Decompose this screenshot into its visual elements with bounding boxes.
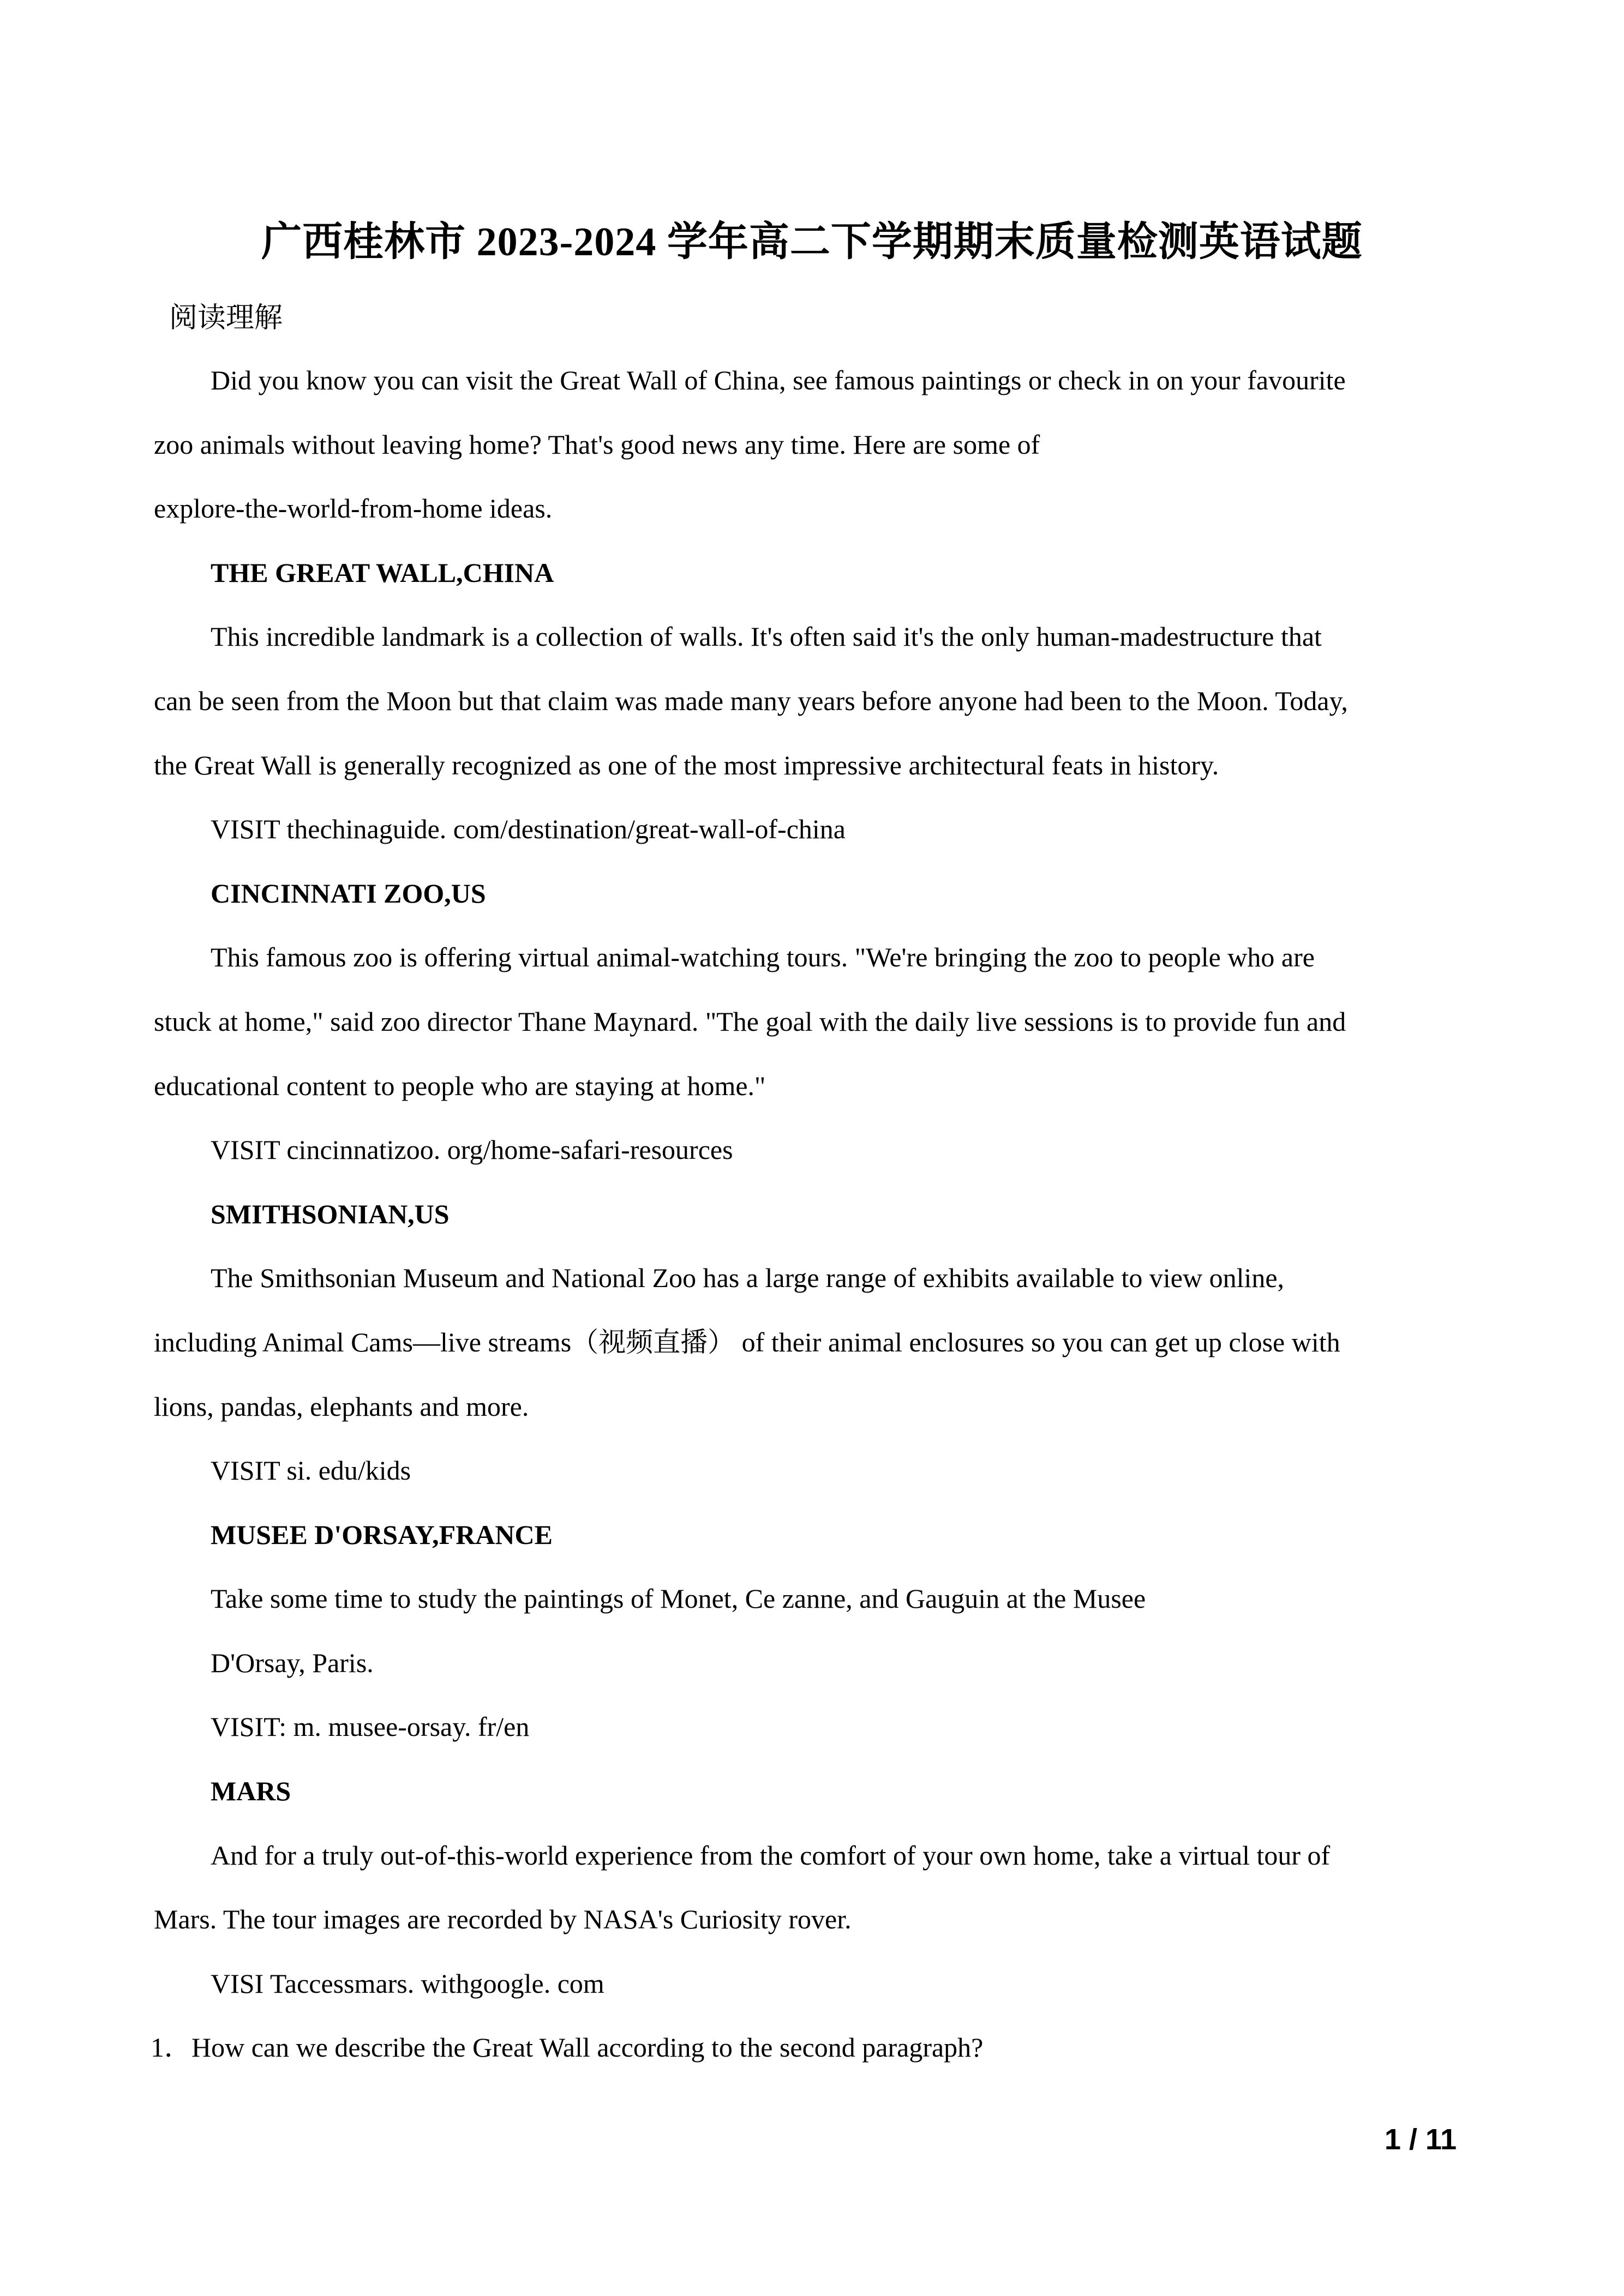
section-heading: MUSEE D'ORSAY,FRANCE [211,1519,553,1550]
text-line: VISIT cincinnatizoo. org/home-safari-resources [211,1134,733,1165]
text-line: The Smithsonian Museum and National Zoo has a large range of exhibits available to view online, [211,1263,1285,1294]
text-line: explore-the-world-from-home ideas. [154,493,553,524]
page-title: 广西桂林市 2023-2024 学年高二下学期期末质量检测英语试题 [261,220,1363,265]
text-line: VISI Taccessmars. withgoogle. com [211,1968,604,1999]
text-line: VISIT thechinaguide. com/destination/great-wall-of-china [211,814,846,845]
text-line: including Animal Cams—live streams（视频直播） of their animal enclosures so you can get up close with [154,1326,1340,1357]
text-line: VISIT: m. musee-orsay. fr/en [211,1711,530,1742]
text-line: This incredible landmark is a collection of walls. It's often said it's the only human-madestructure that [211,621,1322,652]
text-line: lions, pandas, elephants and more. [154,1391,529,1422]
section-heading: CINCINNATI ZOO,US [211,877,486,909]
question-line: 1．How can we describe the Great Wall according to the second paragraph? [151,2032,984,2063]
text-line: And for a truly out-of-this-world experience from the comfort of your own home, take a virtual tour of [211,1840,1331,1871]
section-heading: MARS [211,1776,291,1807]
text-line: stuck at home," said zoo director Thane Maynard. "The goal with the daily live sessions is to provide fun and [154,1006,1346,1037]
text-line: Take some time to study the paintings of Monet, Ce zanne, and Gauguin at the Musee [211,1583,1146,1614]
section-heading: SMITHSONIAN,US [211,1198,450,1229]
text-line: Mars. The tour images are recorded by NASA's Curiosity rover. [154,1904,852,1935]
document-body [0,348,1624,2080]
text-line: zoo animals without leaving home? That's good news any time. Here are some of [154,429,1040,460]
text-line: Did you know you can visit the Great Wall of China, see famous paintings or check in on your favourite [211,365,1346,395]
section-heading: THE GREAT WALL,CHINA [211,557,554,588]
text-line: D'Orsay, Paris. [211,1647,374,1678]
text-line: This famous zoo is offering virtual animal-watching tours. "We're bringing the zoo to people who are [211,942,1315,973]
reading-comprehension-section-label: 阅读理解 [169,303,283,334]
text-line: can be seen from the Moon but that claim was made many years before anyone had been to the Moon. Today, [154,685,1348,716]
text-line: educational content to people who are staying at home." [154,1070,766,1101]
text-line: the Great Wall is generally recognized as one of the most impressive architectural feats in history. [154,749,1219,780]
text-line: VISIT si. edu/kids [211,1455,411,1486]
page-number: 1 / 11 [1385,2123,1457,2156]
